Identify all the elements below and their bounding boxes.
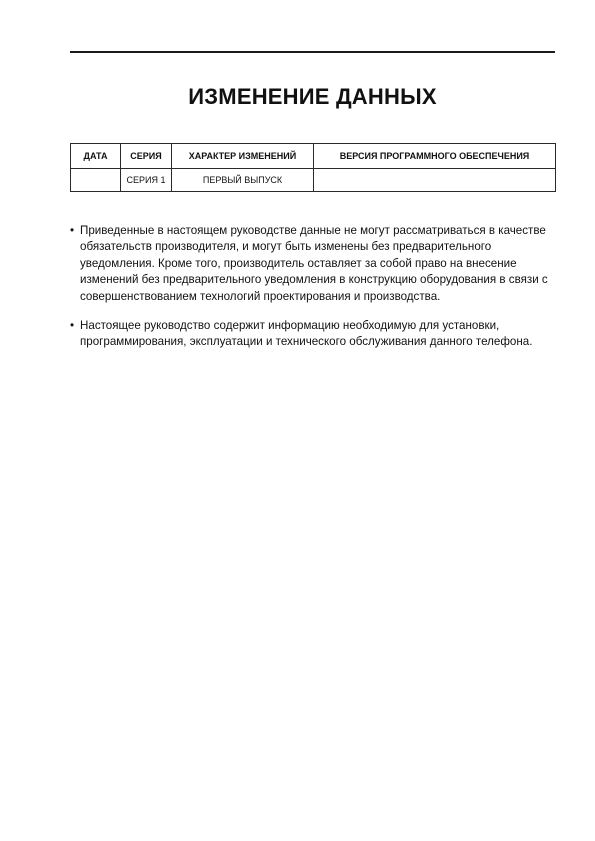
table-row — [71, 169, 556, 192]
revision-table — [70, 143, 556, 192]
bullet-icon: • — [70, 319, 75, 333]
top-rule — [70, 51, 555, 53]
column-header-change-type: ХАРАКТЕР ИЗМЕНЕНИЙ — [172, 144, 314, 169]
column-header-series: СЕРИЯ — [121, 144, 172, 169]
list-item — [70, 223, 550, 305]
bullet-icon: • — [70, 224, 75, 237]
cell-change-type: ПЕРВЫЙ ВЫПУСК — [172, 169, 314, 192]
table-header-row — [71, 144, 556, 169]
cell-series: СЕРИЯ 1 — [121, 169, 172, 192]
notes-list — [70, 223, 550, 364]
cell-date — [71, 169, 121, 192]
list-item — [70, 318, 550, 351]
note-text: Настоящее руководство содержит информацию необходимую для установки, программирования, эксплуатации и технического обслуживания данного телефона. — [80, 319, 533, 349]
column-header-date: ДАТА — [71, 144, 121, 169]
cell-software-version — [314, 169, 556, 192]
page-title: ИЗМЕНЕНИЕ ДАННЫХ — [188, 84, 437, 109]
column-header-software-version: ВЕРСИЯ ПРОГРАММНОГО ОБЕСПЕЧЕНИЯ — [314, 144, 556, 169]
note-text: Приведенные в настоящем руководстве данные не могут рассматриваться в качестве обязательств производителя, и могут быть изменены без предварительного уведомления. Кроме того, производитель оставляет за собой право на внесение изменений без предварительного уведомления в конструкцию оборудования в связи с совершенствованием технологий проектирования и производства. — [80, 224, 548, 303]
